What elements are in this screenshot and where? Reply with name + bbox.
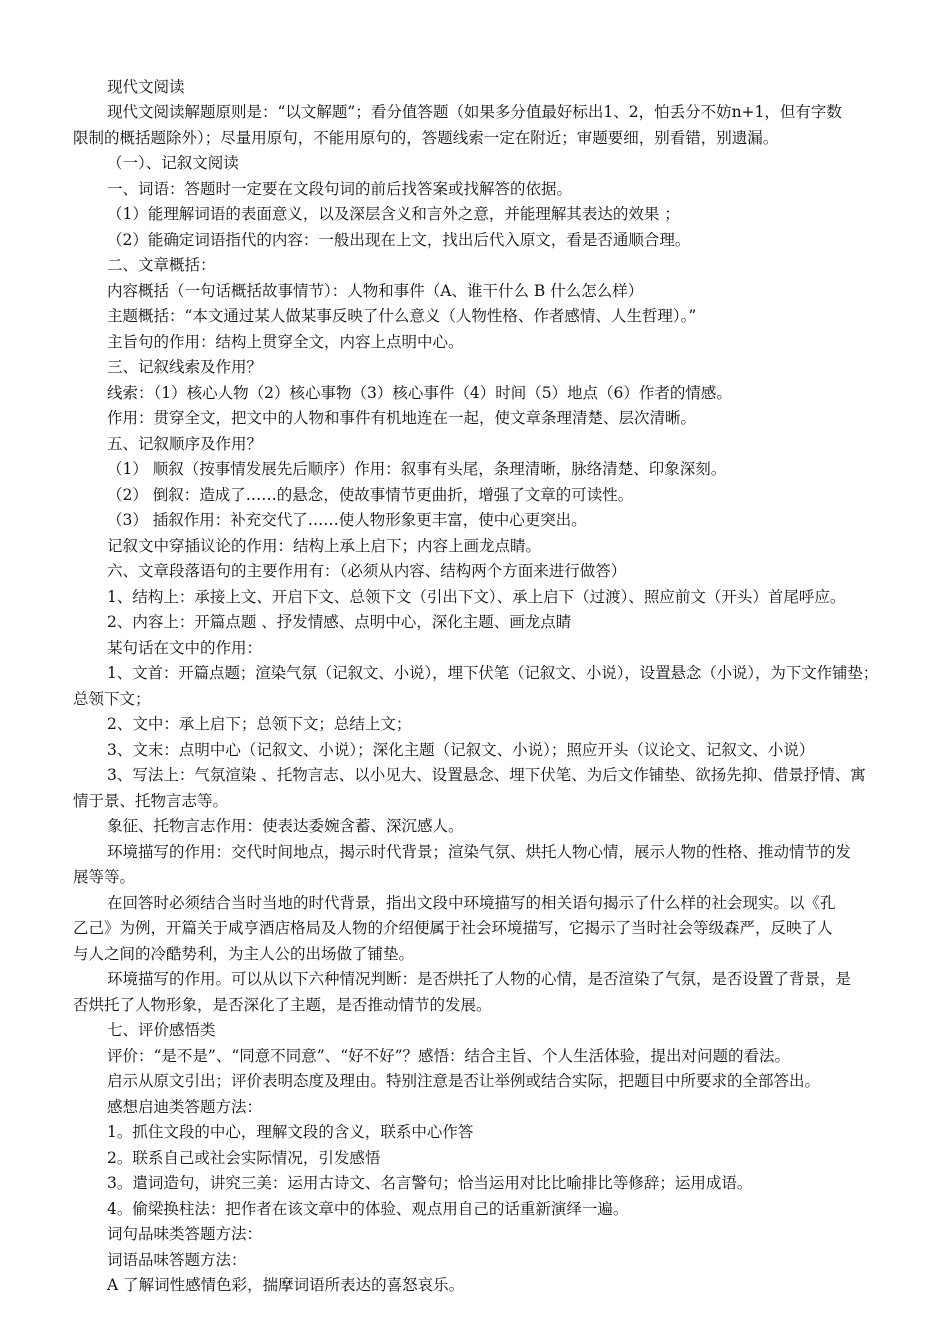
text-line: 否烘托了人物形象，是否深化了主题，是否推动情节的发展。: [73, 996, 492, 1014]
text-line: 环境描写的作用：交代时间地点，揭示时代背景；渲染气氛、烘托人物心情，展示人物的性格、推动情节的发: [107, 843, 852, 861]
text-line: 总领下文；: [73, 690, 151, 708]
text-line: 环境描写的作用。可以从以下六种情况判断：是否烘托了人物的心情，是否渲染了气氛，是否设置了背景，是: [107, 970, 852, 988]
text-line: 记叙文中穿插议论的作用：结构上承上启下；内容上画龙点睛。: [107, 537, 542, 555]
text-line: （1） 顺叙（按事情发展先后顺序）作用：叙事有头尾，条理清晰，脉络清楚、印象深刻。: [107, 460, 727, 478]
text-line: 限制的概括题除外）；尽量用原句，不能用原句的，答题线索一定在附近；审题要细，别看错，别遗漏。: [73, 129, 779, 147]
text-line: 主题概括：“本文通过某人做某事反映了什么意义（人物性格、作者感情、人生哲理）。”: [107, 307, 697, 325]
text-line: 2、文中：承上启下；总领下文；总结上文；: [107, 715, 412, 733]
text-line: 2、内容上：开篇点题 、抒发情感、点明中心，深化主题、画龙点睛: [107, 613, 572, 631]
text-line: 3、写法上：气氛渲染 、托物言志、以小见大、设置悬念、埋下伏笔、为后文作铺垫、欲扬先抑、借景抒情、寓: [107, 766, 866, 784]
subsection-heading: 三、记叙线索及作用？: [107, 358, 263, 376]
text-line: 展等等。: [73, 868, 136, 886]
text-line: 1。抓住文段的中心，理解文段的含义，联系中心作答: [107, 1123, 474, 1141]
text-line: 某句话在文中的作用：: [107, 639, 263, 657]
section-heading: （一）、记叙文阅读: [107, 154, 239, 172]
text-line: 评价：“是不是”、“同意不同意”、“好不好”？感悟：结合主旨、个人生活体验，提出对问题的看法。: [107, 1047, 791, 1065]
text-line: 现代文阅读解题原则是：“以文解题”；看分值答题（如果多分值最好标出1、2，怕丢分不妨n+1，但有字数: [107, 103, 842, 121]
text-line: 感想启迪类答题方法：: [107, 1098, 263, 1116]
text-line: 2。联系自己或社会实际情况，引发感悟: [107, 1149, 381, 1167]
text-line: 1、文首：开篇点题；渲染气氛（记叙文、小说），埋下伏笔（记叙文、小说），设置悬念（小说），为下文作铺垫；: [107, 664, 879, 682]
text-line: 情于景、托物言志等。: [73, 792, 229, 810]
text-line: 一、词语：答题时一定要在文段句词的前后找答案或找解答的依据。: [107, 180, 573, 198]
text-line: 乙己》为例，开篇关于咸亨酒店格局及人物的介绍便属于社会环境描写，它揭示了当时社会等级森严，反映了人: [73, 919, 833, 937]
subsection-heading: 七、评价感悟类: [107, 1021, 216, 1039]
subsection-heading: 六、文章段落语句的主要作用有：（必须从内容、结构两个方面来进行做答）: [107, 562, 627, 580]
text-line: 内容概括（一句话概括故事情节）：人物和事件（A、谁干什么 B 什么怎么样）: [107, 282, 644, 300]
text-line: （1）能理解词语的表面意义，以及深层含义和言外之意，并能理解其表达的效果 ；: [107, 205, 680, 223]
text-line: 在回答时必须结合当时当地的时代背景，指出文段中环境描写的相关语句揭示了什么样的社会现实。以《孔: [107, 894, 836, 912]
text-line: 线索：（1）核心人物（2）核心事物（3）核心事件（4）时间（5）地点（6）作者的情感。: [107, 384, 732, 402]
text-line: 词语品味答题方法：: [107, 1251, 247, 1269]
text-line: 启示从原文引出；评价表明态度及理由。特别注意是否让举例或结合实际，把题目中所要求的全部答出。: [107, 1072, 821, 1090]
text-line: （2）能确定词语指代的内容：一般出现在上文，找出后代入原文，看是否通顺合理。: [107, 231, 691, 249]
text-line: A 了解词性感情色彩，揣摩词语所表达的喜怒哀乐。: [107, 1276, 465, 1294]
text-line: 象征、托物言志作用：使表达委婉含蓄、深沉感人。: [107, 817, 464, 835]
text-line: 主旨句的作用：结构上贯穿全文，内容上点明中心。: [107, 333, 464, 351]
text-line: 3、文末：点明中心（记叙文、小说）；深化主题（记叙文、小说）；照应开头（议论文、记叙文、小说）: [107, 741, 815, 759]
text-line: （3） 插叙作用：补充交代了……使人物形象更丰富，使中心更突出。: [107, 511, 587, 529]
doc-title: 现代文阅读: [107, 78, 185, 96]
text-line: 4。偷梁换柱法：把作者在该文章中的体验、观点用自己的话重新演绎一遍。: [107, 1200, 629, 1218]
text-line: （2） 倒叙：造成了……的悬念，使故事情节更曲折，增强了文章的可读性。: [107, 486, 634, 504]
text-line: 与人之间的冷酷势利，为主人公的出场做了铺垫。: [73, 945, 415, 963]
text-line: 3。遣词造句，讲究三美：运用古诗文、名言警句；恰当运用对比比喻排比等修辞；运用成语。: [107, 1174, 753, 1192]
subsection-heading: 二、文章概括：: [107, 256, 216, 274]
subsection-heading: 五、记叙顺序及作用？: [107, 435, 263, 453]
text-line: 作用：贯穿全文，把文中的人物和事件有机地连在一起，使文章条理清楚、层次清晰。: [107, 409, 697, 427]
text-line: 词句品味类答题方法：: [107, 1225, 263, 1243]
text-line: 1、结构上：承接上文、开启下文、总领下文（引出下文）、承上启下（过渡）、照应前文（开头）首尾呼应。: [107, 588, 846, 606]
